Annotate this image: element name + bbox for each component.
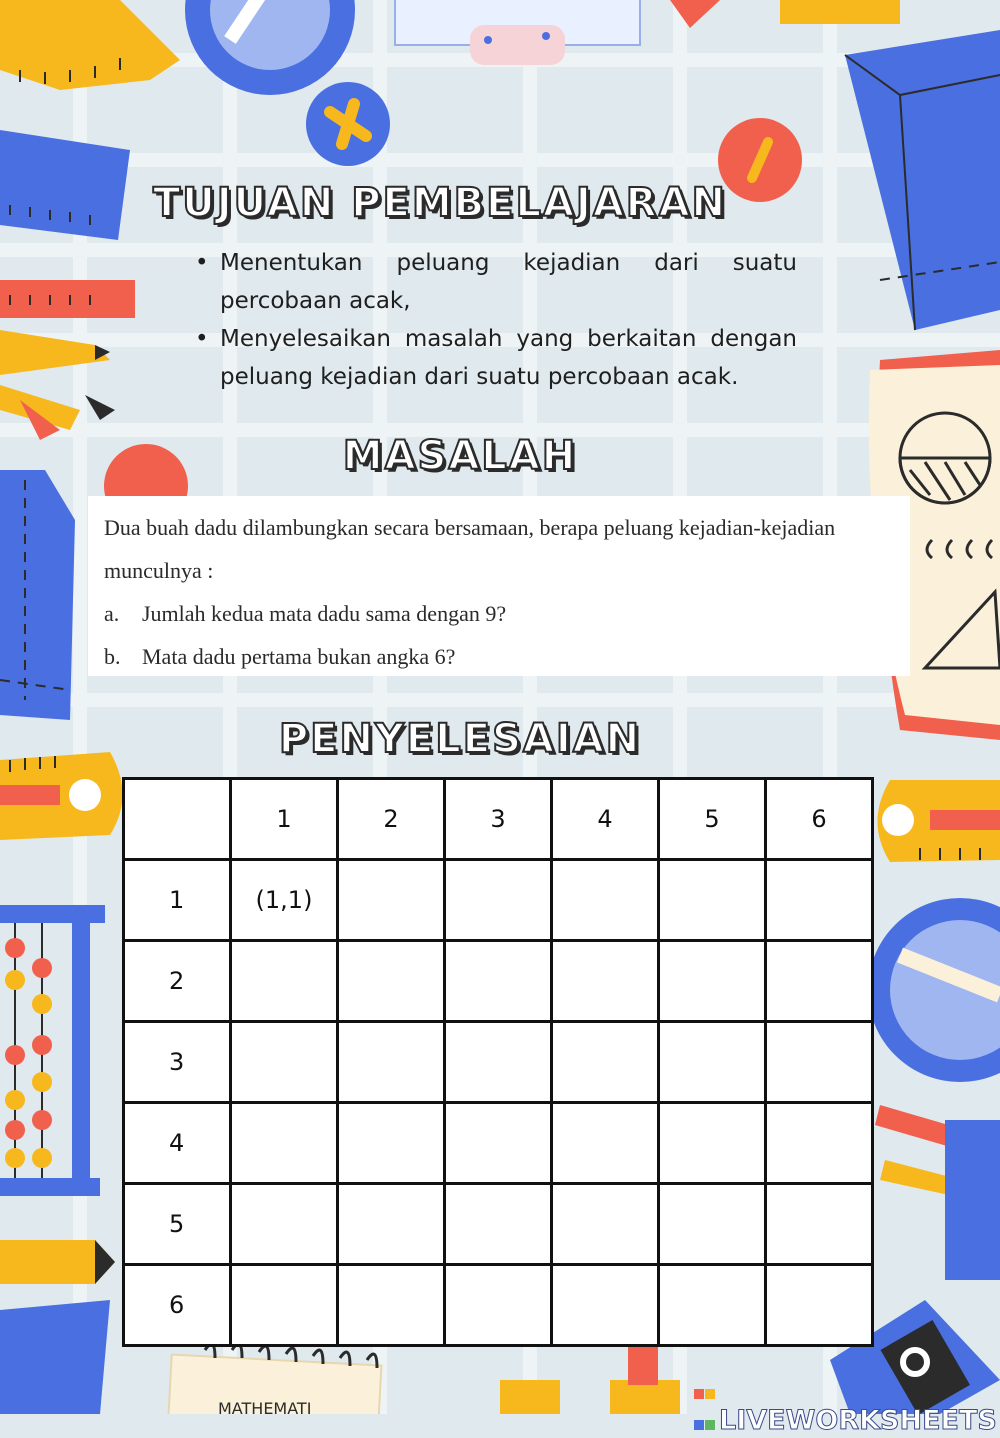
answer-cell[interactable] bbox=[338, 860, 445, 941]
row-header: 5 bbox=[124, 1184, 231, 1265]
svg-text:MATHEMATI: MATHEMATI bbox=[218, 1399, 312, 1414]
table-header-row bbox=[124, 779, 873, 860]
table-row bbox=[124, 941, 873, 1022]
answer-cell[interactable] bbox=[445, 1103, 552, 1184]
col-header-3: 3 bbox=[445, 779, 552, 860]
problem-item-b bbox=[104, 635, 894, 678]
problem-item-letter: b. bbox=[104, 644, 121, 669]
answer-cell[interactable] bbox=[445, 1265, 552, 1346]
col-header-2: 2 bbox=[338, 779, 445, 860]
answer-cell[interactable] bbox=[552, 1103, 659, 1184]
answer-cell[interactable] bbox=[231, 1022, 338, 1103]
dice-outcome-table bbox=[122, 777, 874, 1347]
title-objectives: TUJUAN PEMBELAJARAN bbox=[152, 180, 728, 226]
col-header-4: 4 bbox=[552, 779, 659, 860]
objectives-list bbox=[195, 244, 797, 396]
col-header-1: 1 bbox=[231, 779, 338, 860]
table-row bbox=[124, 1184, 873, 1265]
row-header: 1 bbox=[124, 860, 231, 941]
problem-intro: Dua buah dadu dilambungkan secara bersamaan, berapa peluang kejadian-kejadian munculnya : bbox=[104, 515, 836, 583]
answer-cell[interactable] bbox=[659, 1184, 766, 1265]
answer-cell[interactable] bbox=[552, 1022, 659, 1103]
answer-cell[interactable] bbox=[231, 1103, 338, 1184]
answer-cell[interactable] bbox=[445, 941, 552, 1022]
box-icon bbox=[0, 470, 75, 720]
answer-cell[interactable] bbox=[338, 1265, 445, 1346]
objective-item: • Menyelesaikan masalah yang berkaitan dengan peluang kejadian dari suatu percobaan acak. bbox=[195, 320, 797, 396]
problem-item-text: Jumlah kedua mata dadu sama dengan 9? bbox=[142, 601, 507, 626]
pencil-icon bbox=[0, 280, 135, 318]
table-row bbox=[124, 1022, 873, 1103]
brand-text: LIVEWORKSHEETS bbox=[719, 1405, 997, 1436]
answer-cell[interactable] bbox=[766, 1265, 873, 1346]
col-header-5: 5 bbox=[659, 779, 766, 860]
answer-cell[interactable] bbox=[659, 1265, 766, 1346]
title-solution: PENYELESAIAN bbox=[278, 716, 642, 762]
answer-cell[interactable] bbox=[338, 1103, 445, 1184]
answer-cell[interactable] bbox=[552, 860, 659, 941]
answer-cell[interactable] bbox=[231, 1184, 338, 1265]
table-corner-cell bbox=[124, 779, 231, 860]
problem-item-letter: a. bbox=[104, 601, 120, 626]
row-header: 6 bbox=[124, 1265, 231, 1346]
answer-cell[interactable]: (1,1) bbox=[231, 860, 338, 941]
row-header: 2 bbox=[124, 941, 231, 1022]
table-row bbox=[124, 1103, 873, 1184]
objective-item: • Menentukan peluang kejadian dari suatu percobaan acak, bbox=[195, 244, 797, 320]
problem-box bbox=[88, 496, 910, 676]
liveworksheets-logo[interactable] bbox=[694, 1376, 997, 1436]
answer-cell[interactable] bbox=[659, 860, 766, 941]
answer-cell[interactable] bbox=[231, 1265, 338, 1346]
answer-cell[interactable] bbox=[445, 860, 552, 941]
answer-cell[interactable] bbox=[766, 1103, 873, 1184]
row-header: 4 bbox=[124, 1103, 231, 1184]
table-row bbox=[124, 1265, 873, 1346]
problem-item-text: Mata dadu pertama bukan angka 6? bbox=[142, 644, 456, 669]
answer-cell[interactable] bbox=[766, 1184, 873, 1265]
answer-cell[interactable] bbox=[766, 1022, 873, 1103]
col-header-6: 6 bbox=[766, 779, 873, 860]
answer-cell[interactable] bbox=[338, 941, 445, 1022]
protractor-icon bbox=[0, 0, 180, 90]
answer-cell[interactable] bbox=[659, 1103, 766, 1184]
abacus-icon bbox=[0, 905, 105, 1196]
answer-cell[interactable] bbox=[338, 1022, 445, 1103]
answer-cell[interactable] bbox=[552, 1265, 659, 1346]
row-header: 3 bbox=[124, 1022, 231, 1103]
answer-cell[interactable] bbox=[445, 1022, 552, 1103]
problem-item-a bbox=[104, 592, 894, 635]
answer-cell[interactable] bbox=[766, 860, 873, 941]
answer-cell[interactable] bbox=[552, 1184, 659, 1265]
answer-cell[interactable] bbox=[338, 1184, 445, 1265]
answer-cell[interactable] bbox=[659, 941, 766, 1022]
answer-cell[interactable] bbox=[766, 941, 873, 1022]
answer-cell[interactable] bbox=[231, 941, 338, 1022]
title-problem: MASALAH bbox=[342, 433, 578, 479]
answer-cell[interactable] bbox=[445, 1184, 552, 1265]
liveworksheets-icon bbox=[694, 1376, 716, 1398]
answer-cell[interactable] bbox=[659, 1022, 766, 1103]
table-row bbox=[124, 860, 873, 941]
answer-cell[interactable] bbox=[552, 941, 659, 1022]
